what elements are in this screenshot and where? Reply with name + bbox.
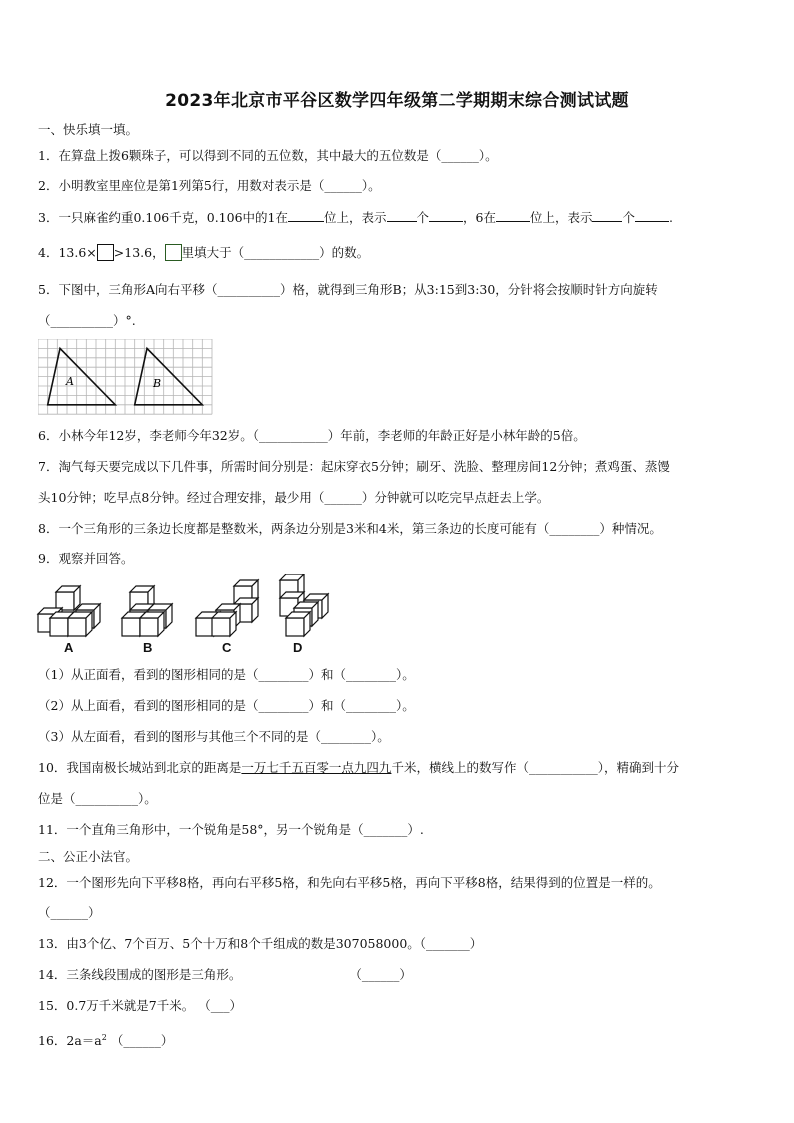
answer-blank[interactable] xyxy=(496,209,530,222)
question-11: 11．一个直角三角形中，一个锐角是58°，另一个锐角是（_______）. xyxy=(38,822,424,837)
question-10-line-2: 位是（__________）。 xyxy=(38,791,157,806)
cube-figure-d xyxy=(280,574,328,636)
answer-blank[interactable] xyxy=(635,209,669,222)
section-1-heading: 一、快乐填一填。 xyxy=(38,122,139,137)
question-6: 6．小林今年12岁，李老师今年32岁。（___________）年前，李老师的年龄正好是小林年龄的5倍。 xyxy=(38,428,586,443)
question-9: 9．观察并回答。 xyxy=(38,551,134,566)
answer-blank[interactable] xyxy=(592,209,622,222)
question-3: 3．一只麻雀约重0.106千克，0.106中的1在 位上，表示 个 ，6在 位上，表示 个 . xyxy=(38,210,673,225)
question-4: 4．13.6× >13.6， 里填大于（____________）的数。 xyxy=(38,245,370,260)
square-box-icon xyxy=(97,244,114,261)
cube-figure-b xyxy=(122,586,172,636)
cube-figure-a xyxy=(38,586,100,636)
cube-figures xyxy=(36,574,336,638)
question-12-line-2: （______） xyxy=(38,905,101,920)
question-16: 16．$2a=a^2$ （______） xyxy=(38,1033,174,1049)
translation-grid-figure xyxy=(38,339,213,415)
question-9-part-1: （1）从正面看，看到的图形相同的是（________）和（________）。 xyxy=(38,667,415,682)
question-9-part-2: （2）从上面看，看到的图形相同的是（________）和（________）。 xyxy=(38,698,415,713)
answer-blank[interactable] xyxy=(429,209,463,222)
cube-label-a: A xyxy=(64,640,74,655)
question-13: 13．由3个亿、7个百万、5个十万和8个千组成的数是307058000。（_______） xyxy=(38,936,483,951)
question-9-part-3: （3）从左面看，看到的图形与其他三个不同的是（________）。 xyxy=(38,729,390,744)
answer-blank[interactable] xyxy=(387,209,417,222)
question-2: 2．小明教室里座位是第1列第5行，用数对表示是（______）。 xyxy=(38,178,381,193)
section-2-heading: 二、公正小法官。 xyxy=(38,849,139,864)
triangle-b-label: B xyxy=(153,377,162,390)
answer-blank[interactable] xyxy=(288,209,324,222)
question-7-line-2: 头10分钟；吃早点8分钟。经过合理安排，最少用（______）分钟就可以吃完早点赶去上学。 xyxy=(38,490,550,505)
question-5-line-2: （__________）°. xyxy=(38,313,136,328)
question-5-line-1: 5．下图中，三角形A向右平移（__________）格，就得到三角形B；从3:15到3:30，分针将会按顺时针方向旋转 xyxy=(38,282,658,297)
question-14: 14．三条线段围成的图形是三角形。 （______） xyxy=(38,967,412,982)
cube-label-c: C xyxy=(222,640,232,655)
question-10-line-1: 10．我国南极长城站到北京的距离是一万七千五百零一点九四九千米，横线上的数写作（___________），精确到十分 xyxy=(38,760,679,775)
cube-figure-c xyxy=(196,580,258,636)
question-15: 15．0.7万千米就是7千米。 （___） xyxy=(38,998,242,1013)
question-7-line-1: 7．淘气每天要完成以下几件事，所需时间分别是：起床穿衣5分钟；刷牙、洗脸、整理房间12分钟；煮鸡蛋、蒸馒 xyxy=(38,459,670,474)
grid-lines xyxy=(38,339,212,414)
underlined-number-words: 一万七千五百零一点九四九 xyxy=(241,760,392,775)
square-box-icon xyxy=(165,244,182,261)
question-8: 8．一个三角形的三条边长度都是整数米，两条边分别是3米和4米，第三条边的长度可能有（________）种情况。 xyxy=(38,521,662,536)
page-title: 2023年北京市平谷区数学四年级第二学期期末综合测试试题 xyxy=(165,91,629,111)
question-12-line-1: 12．一个图形先向下平移8格，再向右平移5格，和先向右平移5格，再向下平移8格，结果得到的位置是一样的。 xyxy=(38,875,661,890)
question-1: 1．在算盘上拨6颗珠子，可以得到不同的五位数，其中最大的五位数是（______）。 xyxy=(38,148,498,163)
cube-label-d: D xyxy=(293,640,303,655)
cube-label-b: B xyxy=(143,640,153,655)
triangle-a-label: A xyxy=(66,375,74,388)
